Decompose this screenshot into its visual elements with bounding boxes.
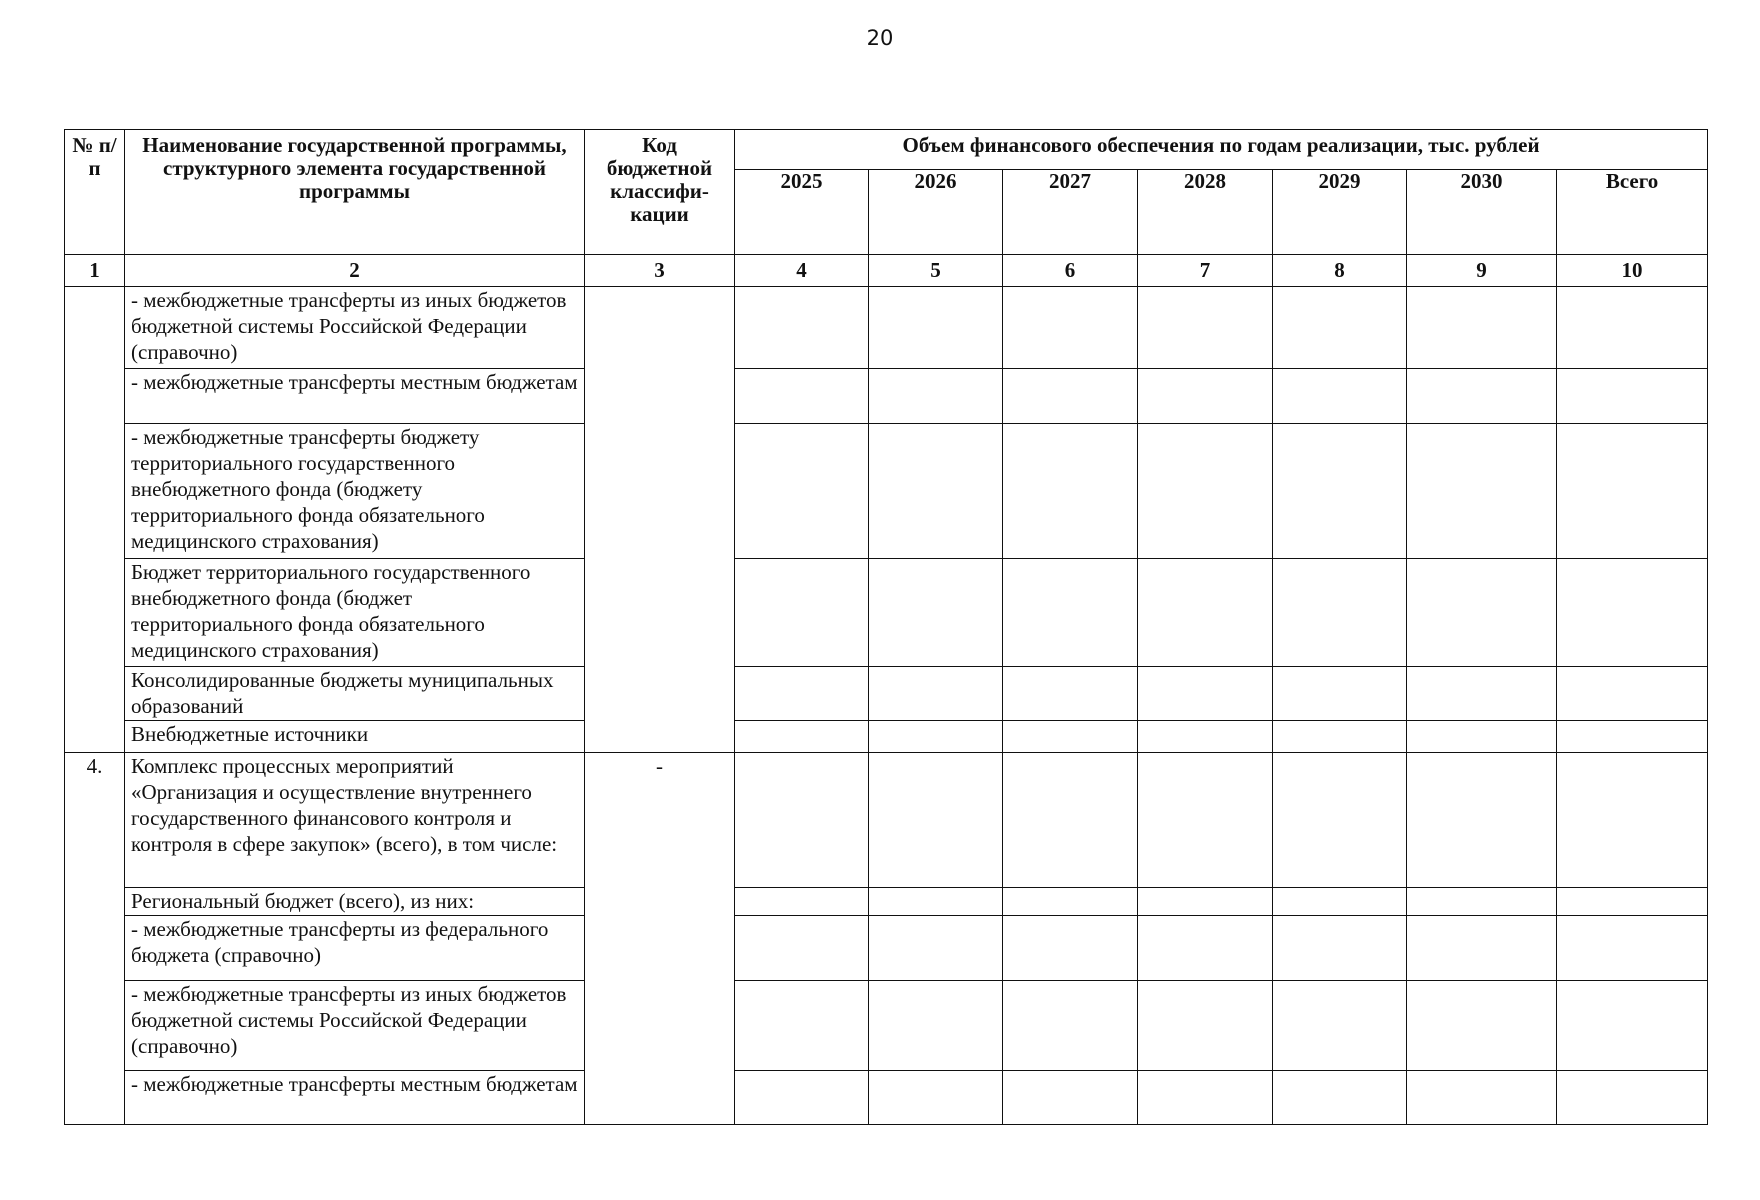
value-cell bbox=[1003, 888, 1138, 916]
value-cell bbox=[1003, 753, 1138, 888]
value-cell bbox=[1003, 916, 1138, 981]
value-cell bbox=[1407, 287, 1557, 369]
value-cell bbox=[1003, 981, 1138, 1071]
value-cell bbox=[1407, 369, 1557, 424]
table-row bbox=[65, 1071, 1708, 1125]
column-number: 4 bbox=[735, 255, 869, 287]
value-cell bbox=[1273, 369, 1407, 424]
table-row bbox=[65, 916, 1708, 981]
value-cell bbox=[1557, 369, 1708, 424]
value-cell bbox=[735, 1071, 869, 1125]
value-cell bbox=[735, 369, 869, 424]
value-cell bbox=[1138, 1071, 1273, 1125]
value-cell bbox=[735, 981, 869, 1071]
value-cell bbox=[735, 753, 869, 888]
value-cell bbox=[1557, 667, 1708, 721]
row-name: Внебюджетные источники bbox=[125, 721, 585, 753]
column-number: 5 bbox=[869, 255, 1003, 287]
table-row bbox=[65, 369, 1708, 424]
value-cell bbox=[1407, 888, 1557, 916]
value-cell bbox=[735, 559, 869, 667]
value-cell bbox=[1273, 559, 1407, 667]
value-cell bbox=[869, 888, 1003, 916]
header-year-2030: 2030 bbox=[1407, 170, 1557, 255]
column-number: 3 bbox=[585, 255, 735, 287]
value-cell bbox=[735, 888, 869, 916]
funding-table bbox=[64, 129, 1708, 1125]
table-row bbox=[65, 753, 1708, 888]
value-cell bbox=[869, 559, 1003, 667]
budget-code bbox=[585, 287, 735, 753]
header-code: Код бюджетной классифи-кации bbox=[585, 130, 735, 255]
value-cell bbox=[1557, 888, 1708, 916]
value-cell bbox=[1138, 424, 1273, 559]
value-cell bbox=[1003, 287, 1138, 369]
value-cell bbox=[869, 916, 1003, 981]
value-cell bbox=[1138, 916, 1273, 981]
value-cell bbox=[1273, 424, 1407, 559]
value-cell bbox=[1003, 1071, 1138, 1125]
value-cell bbox=[735, 424, 869, 559]
value-cell bbox=[1557, 916, 1708, 981]
row-name: - межбюджетные трансферты бюджету территориального государственного внебюджетного фонда (бюджету территориального фонда обязательного медицинского страхования) bbox=[125, 424, 585, 559]
value-cell bbox=[869, 287, 1003, 369]
value-cell bbox=[1407, 721, 1557, 753]
table-row bbox=[65, 721, 1708, 753]
header-total: Всего bbox=[1557, 170, 1708, 255]
header-year-2028: 2028 bbox=[1138, 170, 1273, 255]
budget-code: - bbox=[585, 753, 735, 1125]
value-cell bbox=[1407, 1071, 1557, 1125]
table-row bbox=[65, 888, 1708, 916]
column-number: 1 bbox=[65, 255, 125, 287]
value-cell bbox=[1138, 369, 1273, 424]
value-cell bbox=[869, 667, 1003, 721]
value-cell bbox=[1557, 1071, 1708, 1125]
value-cell bbox=[1138, 981, 1273, 1071]
row-name: - межбюджетные трансферты из иных бюджетов бюджетной системы Российской Федерации (справочно) bbox=[125, 287, 585, 369]
value-cell bbox=[735, 287, 869, 369]
value-cell bbox=[1273, 753, 1407, 888]
table-row bbox=[65, 667, 1708, 721]
value-cell bbox=[1138, 888, 1273, 916]
page-number: 20 bbox=[866, 26, 894, 50]
row-name: Комплекс процессных мероприятий «Организация и осуществление внутреннего государственного финансового контроля и контроля в сфере закупок» (всего), в том числе: bbox=[125, 753, 585, 888]
value-cell bbox=[869, 753, 1003, 888]
value-cell bbox=[869, 721, 1003, 753]
value-cell bbox=[1273, 287, 1407, 369]
table-row bbox=[65, 287, 1708, 369]
value-cell bbox=[1407, 981, 1557, 1071]
value-cell bbox=[1003, 721, 1138, 753]
column-number: 7 bbox=[1138, 255, 1273, 287]
value-cell bbox=[1557, 424, 1708, 559]
value-cell bbox=[735, 916, 869, 981]
value-cell bbox=[1003, 369, 1138, 424]
row-name: Региональный бюджет (всего), из них: bbox=[125, 888, 585, 916]
header-year-2025: 2025 bbox=[735, 170, 869, 255]
value-cell bbox=[1557, 721, 1708, 753]
value-cell bbox=[1273, 1071, 1407, 1125]
value-cell bbox=[1138, 667, 1273, 721]
value-cell bbox=[869, 424, 1003, 559]
value-cell bbox=[1138, 753, 1273, 888]
table-row bbox=[65, 559, 1708, 667]
row-name: - межбюджетные трансферты из иных бюджетов бюджетной системы Российской Федерации (справочно) bbox=[125, 981, 585, 1071]
row-number bbox=[65, 287, 125, 753]
header-funding: Объем финансового обеспечения по годам реализации, тыс. рублей bbox=[735, 130, 1708, 170]
value-cell bbox=[1557, 559, 1708, 667]
value-cell bbox=[1407, 753, 1557, 888]
value-cell bbox=[869, 981, 1003, 1071]
value-cell bbox=[1003, 559, 1138, 667]
value-cell bbox=[735, 721, 869, 753]
value-cell bbox=[1138, 559, 1273, 667]
value-cell bbox=[1273, 981, 1407, 1071]
value-cell bbox=[1407, 559, 1557, 667]
value-cell bbox=[1557, 287, 1708, 369]
header-num: № п/п bbox=[65, 130, 125, 255]
value-cell bbox=[1138, 287, 1273, 369]
column-number: 2 bbox=[125, 255, 585, 287]
value-cell bbox=[869, 369, 1003, 424]
row-number: 4. bbox=[65, 753, 125, 1125]
value-cell bbox=[1003, 424, 1138, 559]
value-cell bbox=[1407, 424, 1557, 559]
row-name: - межбюджетные трансферты из федерального бюджета (справочно) bbox=[125, 916, 585, 981]
header-name: Наименование государственной программы, структурного элемента государственной программы bbox=[125, 130, 585, 255]
value-cell bbox=[1273, 667, 1407, 721]
value-cell bbox=[735, 667, 869, 721]
value-cell bbox=[1557, 981, 1708, 1071]
column-number: 6 bbox=[1003, 255, 1138, 287]
header-year-2029: 2029 bbox=[1273, 170, 1407, 255]
column-number: 8 bbox=[1273, 255, 1407, 287]
header-year-2027: 2027 bbox=[1003, 170, 1138, 255]
row-name: Консолидированные бюджеты муниципальных образований bbox=[125, 667, 585, 721]
value-cell bbox=[1557, 753, 1708, 888]
value-cell bbox=[1273, 721, 1407, 753]
value-cell bbox=[869, 1071, 1003, 1125]
column-number: 10 bbox=[1557, 255, 1708, 287]
table-row bbox=[65, 981, 1708, 1071]
header-year-2026: 2026 bbox=[869, 170, 1003, 255]
row-name: - межбюджетные трансферты местным бюджетам bbox=[125, 369, 585, 424]
value-cell bbox=[1138, 721, 1273, 753]
value-cell bbox=[1003, 667, 1138, 721]
row-name: Бюджет территориального государственного внебюджетного фонда (бюджет территориального фонда обязательного медицинского страхования) bbox=[125, 559, 585, 667]
value-cell bbox=[1273, 916, 1407, 981]
column-number: 9 bbox=[1407, 255, 1557, 287]
value-cell bbox=[1407, 916, 1557, 981]
row-name: - межбюджетные трансферты местным бюджетам bbox=[125, 1071, 585, 1125]
table-row bbox=[65, 424, 1708, 559]
value-cell bbox=[1273, 888, 1407, 916]
value-cell bbox=[1407, 667, 1557, 721]
